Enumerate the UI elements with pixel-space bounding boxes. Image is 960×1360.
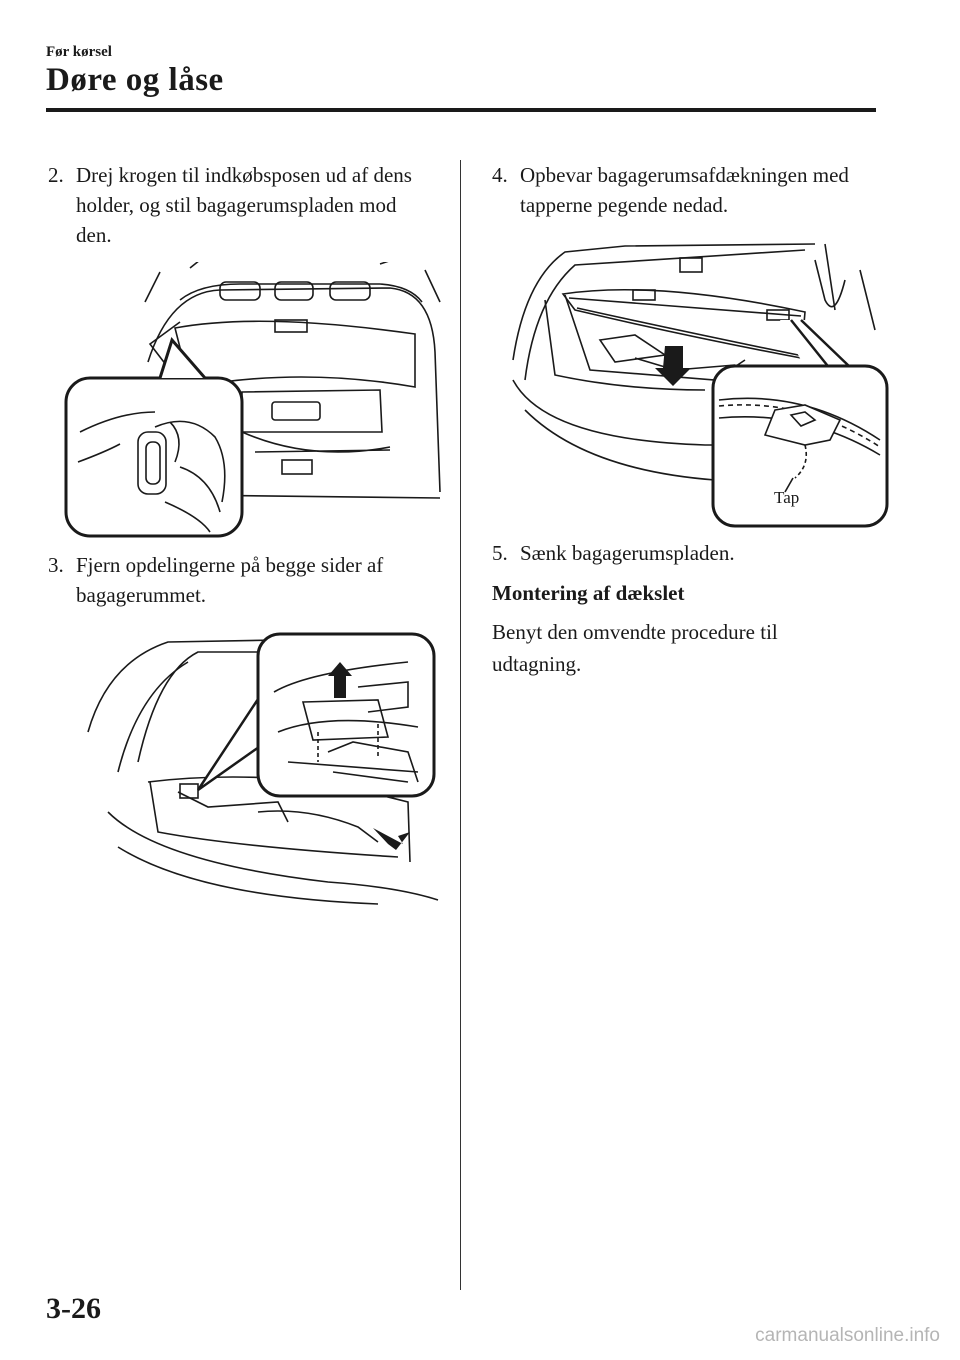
figure-trunk-hook	[60, 262, 450, 544]
step-text: Fjern opdelingerne på begge sider af bagagerummet.	[76, 553, 384, 607]
section-label: Før kørsel	[46, 44, 112, 60]
installation-text: Benyt den omvendte procedure til udtagning.	[492, 620, 778, 676]
step-number: 3.	[48, 553, 64, 577]
step-number: 4.	[492, 163, 508, 187]
step-5	[492, 538, 887, 568]
step-4	[492, 160, 887, 220]
step-text: Sænk bagagerumspladen.	[520, 541, 735, 565]
step-text: Opbevar bagagerumsafdækningen med tapperne pegende nedad.	[520, 163, 849, 217]
chapter-title: Døre og låse	[46, 62, 224, 98]
installation-heading: Montering af dækslet	[492, 581, 685, 605]
page-number: 3-26	[46, 1292, 101, 1325]
figure-trunk-dividers	[78, 632, 440, 912]
step-number: 5.	[492, 541, 508, 565]
step-number: 2.	[48, 163, 64, 187]
step-text: Drej krogen til indkøbsposen ud af dens holder, og stil bagagerumspladen mod den.	[76, 163, 412, 247]
header-rule	[46, 108, 876, 112]
step-2	[48, 160, 433, 250]
figure-cover-storage	[505, 240, 890, 528]
step-3	[48, 550, 433, 610]
callout-label-tap: Tap	[774, 488, 800, 507]
column-divider	[460, 160, 461, 1290]
watermark: carmanualsonline.info	[755, 1325, 940, 1346]
